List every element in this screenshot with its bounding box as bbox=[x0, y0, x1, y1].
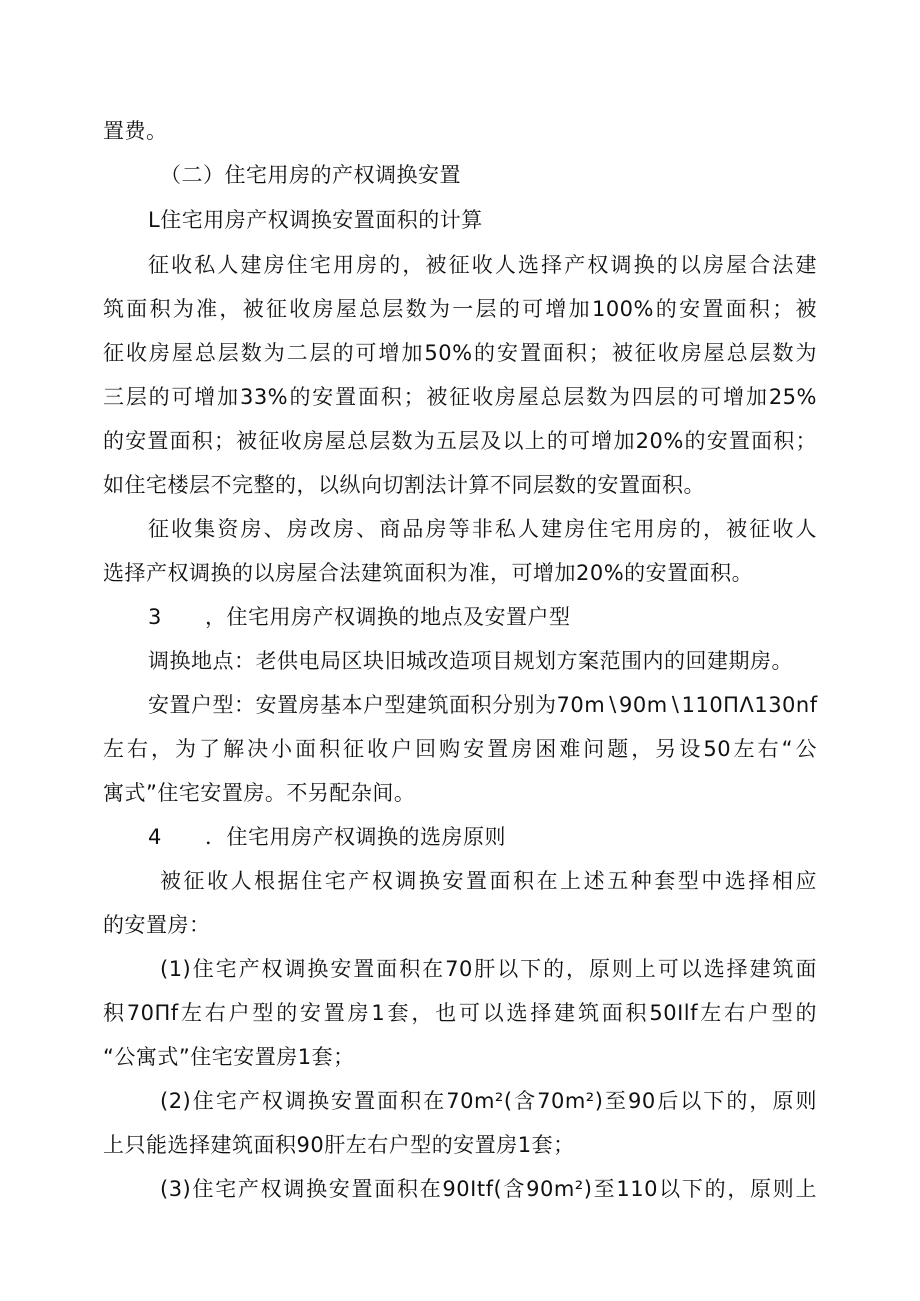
subsection-heading: ．住宅用房产权调换的选房原则 bbox=[205, 825, 506, 849]
list-number: 4 bbox=[148, 825, 162, 849]
paragraph-line: 筑面积为准，被征收房屋总层数为一层的可增加100%的安置面积；被 bbox=[103, 297, 817, 321]
list-item-line: (2)住宅产权调换安置面积在70m²(含70m²)至90后以下的，原则 bbox=[160, 1089, 817, 1113]
paragraph-line: 如住宅楼层不完整的，以纵向切割法计算不同层数的安置面积。 bbox=[103, 473, 705, 497]
paragraph-line: 征收集资房、房改房、商品房等非私人建房住宅用房的，被征收人 bbox=[148, 517, 817, 541]
list-number: 3 bbox=[148, 605, 162, 629]
paragraph-line: 寓式”住宅安置房。不另配杂间。 bbox=[103, 781, 416, 805]
paragraph-line: 选择产权调换的以房屋合法建筑面积为准，可增加20%的安置面积。 bbox=[103, 561, 754, 585]
list-item-line: “公寓式”住宅安置房1套； bbox=[103, 1045, 355, 1069]
paragraph-line: 置费。 bbox=[103, 119, 168, 143]
list-item-line: (1)住宅产权调换安置面积在70肝以下的，原则上可以选择建筑面 bbox=[160, 957, 817, 981]
paragraph-line: 的安置面积；被征收房屋总层数为五层及以上的可增加20%的安置面积； bbox=[103, 429, 817, 453]
list-item-line: 积70Πf左右户型的安置房1套，也可以选择建筑面积50Ilf左右户型的 bbox=[103, 1001, 817, 1025]
subsection-heading: ，住宅用房产权调换的地点及安置户型 bbox=[205, 605, 571, 629]
list-item-line: (3)住宅产权调换安置面积在90Itf(含90m²)至110以下的，原则上 bbox=[160, 1177, 817, 1201]
section-heading: （二）住宅用房的产权调换安置 bbox=[160, 163, 461, 187]
paragraph-line: 征收私人建房住宅用房的，被征收人选择产权调换的以房屋合法建 bbox=[148, 253, 817, 277]
paragraph-line: 调换地点：老供电局区块旧城改造项目规划方案范围内的回建期房。 bbox=[148, 649, 793, 673]
subsection-heading: L住宅用房产权调换安置面积的计算 bbox=[148, 208, 483, 232]
paragraph-line: 安置户型：安置房基本户型建筑面积分别为70m∖90m∖110ΠΛ130nf bbox=[148, 693, 818, 717]
paragraph-line: 左右，为了解决小面积征收户回购安置房困难问题，另设50左右“公 bbox=[103, 737, 817, 761]
paragraph-line: 三层的可增加33%的安置面积；被征收房屋总层数为四层的可增加25% bbox=[103, 385, 817, 409]
list-item-line: 上只能选择建筑面积90肝左右户型的安置房1套； bbox=[103, 1133, 575, 1157]
paragraph-line: 的安置房： bbox=[103, 913, 211, 937]
paragraph-line: 征收房屋总层数为二层的可增加50%的安置面积；被征收房屋总层数为 bbox=[103, 341, 817, 365]
paragraph-line: 被征收人根据住宅产权调换安置面积在上述五种套型中选择相应 bbox=[160, 869, 817, 893]
